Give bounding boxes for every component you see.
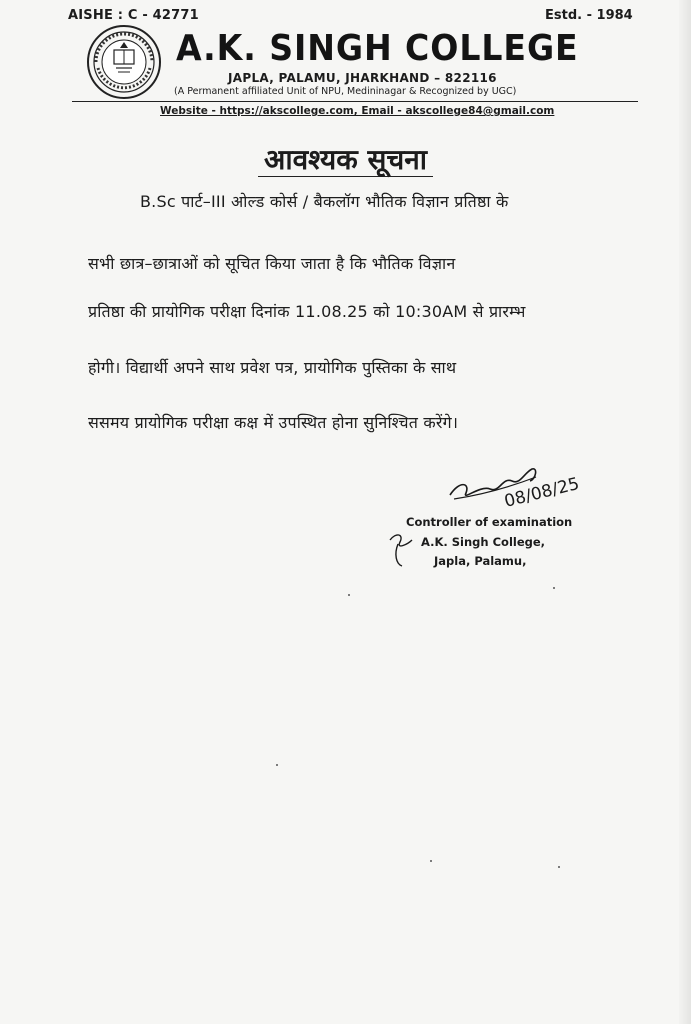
notice-title-text: आवश्यक सूचना [258,143,433,177]
notice-line-1: B.Sc पार्ट–III ओल्ड कोर्स / बैकलॉग भौतिक विज्ञान प्रतिष्ठा के [140,192,509,211]
college-name: A.K. SINGH COLLEGE [176,28,579,69]
signature-date: 08/08/25 [502,473,582,512]
paper-speck [430,860,432,862]
website-email-line: Website - https://akscollege.com, Email - akscollege84@gmail.com [160,105,555,117]
aishe-code: AISHE : C - 42771 [68,8,199,23]
paper-speck [276,764,278,766]
notice-title [0,140,691,178]
notice-line-3: प्रतिष्ठा की प्रायोगिक परीक्षा दिनांक 11.08.25 को 10:30AM से प्रारम्भ [88,302,526,321]
signatory-designation: Controller of examination [406,515,573,529]
paper-speck [558,866,560,868]
initials-mark [386,530,416,570]
affiliation-note: (A Permanent affiliated Unit of NPU, Medininagar & Recognized by UGC) [174,86,517,97]
header-divider [72,101,638,102]
notice-line-5: ससमय प्रायोगिक परीक्षा कक्ष में उपस्थित होना सुनिश्चित करेंगे। [88,413,459,432]
paper-speck [553,587,555,589]
established-year: Estd. - 1984 [545,8,633,23]
notice-line-4: होगी। विद्यार्थी अपने साथ प्रवेश पत्र, प्रायोगिक पुस्तिका के साथ [88,358,457,377]
signatory-place: Japla, Palamu, [434,554,527,568]
college-seal-logo [86,24,162,100]
notice-line-2: सभी छात्र–छात्राओं को सूचित किया जाता है कि भौतिक विज्ञान [88,254,456,273]
college-address: JAPLA, PALAMU, JHARKHAND – 822116 [228,71,497,85]
signatory-college: A.K. Singh College, [421,535,546,549]
paper-speck [348,594,350,596]
handwritten-signature [440,455,590,515]
